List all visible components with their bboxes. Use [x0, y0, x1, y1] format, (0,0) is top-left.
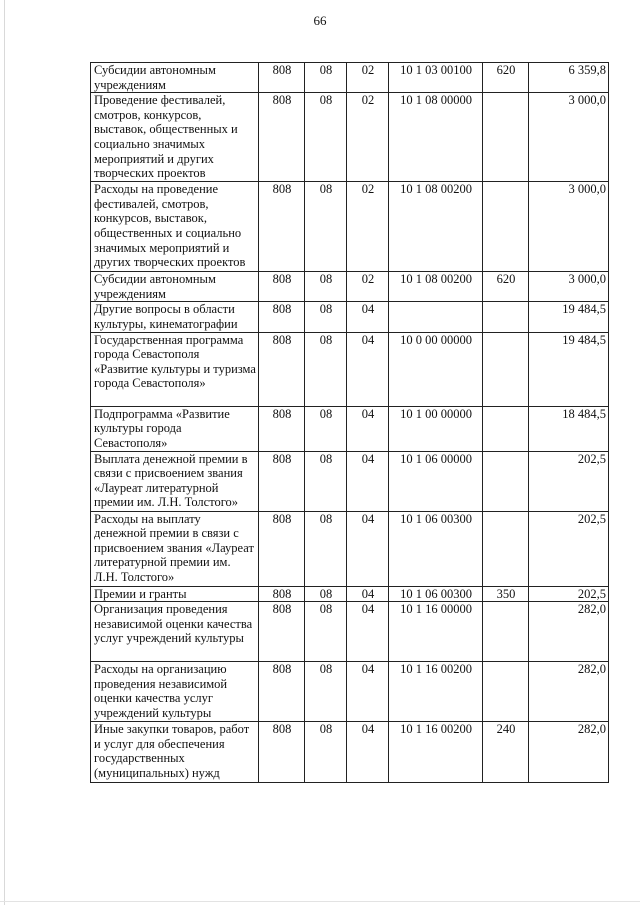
row-amount: 202,5	[529, 451, 609, 511]
row-section: 08	[305, 332, 347, 406]
row-subsection: 04	[347, 722, 389, 783]
row-article: 10 1 06 00300	[389, 511, 483, 586]
row-type	[483, 182, 529, 272]
row-type	[483, 406, 529, 451]
row-subsection: 04	[347, 602, 389, 662]
row-article: 10 1 00 00000	[389, 406, 483, 451]
row-ministry: 808	[259, 662, 305, 722]
table-row	[91, 511, 609, 586]
row-ministry: 808	[259, 332, 305, 406]
row-type	[483, 511, 529, 586]
table-row	[91, 662, 609, 722]
row-subsection: 02	[347, 182, 389, 272]
row-amount: 282,0	[529, 722, 609, 783]
row-amount: 282,0	[529, 602, 609, 662]
row-article: 10 1 16 00000	[389, 602, 483, 662]
row-section: 08	[305, 511, 347, 586]
row-name: Субсидии автономным учреждениям	[91, 63, 259, 93]
row-section: 08	[305, 722, 347, 783]
row-article: 10 1 16 00200	[389, 662, 483, 722]
row-amount: 3 000,0	[529, 272, 609, 302]
row-ministry: 808	[259, 406, 305, 451]
table-row	[91, 586, 609, 602]
row-article: 10 1 08 00000	[389, 93, 483, 182]
row-section: 08	[305, 272, 347, 302]
budget-table	[90, 62, 609, 783]
row-subsection: 04	[347, 586, 389, 602]
row-type: 240	[483, 722, 529, 783]
row-section: 08	[305, 93, 347, 182]
row-section: 08	[305, 406, 347, 451]
row-name: Расходы на проведение фестивалей, смотров, конкурсов, выставок, общественных и социально значимых мероприятий и других творческих проектов	[91, 182, 259, 272]
scan-edge-bottom	[0, 901, 640, 902]
row-name: Проведение фестивалей, смотров, конкурсов, выставок, общественных и социально значимых мероприятий и других творческих проектов	[91, 93, 259, 182]
table-row	[91, 182, 609, 272]
table-row	[91, 602, 609, 662]
row-ministry: 808	[259, 63, 305, 93]
row-article	[389, 302, 483, 332]
row-section: 08	[305, 662, 347, 722]
row-amount: 3 000,0	[529, 93, 609, 182]
row-section: 08	[305, 63, 347, 93]
row-type	[483, 451, 529, 511]
row-article: 10 1 16 00200	[389, 722, 483, 783]
table-row	[91, 93, 609, 182]
row-section: 08	[305, 302, 347, 332]
row-amount: 6 359,8	[529, 63, 609, 93]
table-row	[91, 722, 609, 783]
table-row	[91, 272, 609, 302]
row-type	[483, 93, 529, 182]
row-name: Другие вопросы в области культуры, кинематографии	[91, 302, 259, 332]
row-subsection: 04	[347, 511, 389, 586]
table-row	[91, 406, 609, 451]
row-type: 620	[483, 63, 529, 93]
row-subsection: 04	[347, 662, 389, 722]
row-article: 10 0 00 00000	[389, 332, 483, 406]
row-type: 620	[483, 272, 529, 302]
row-amount: 19 484,5	[529, 302, 609, 332]
row-ministry: 808	[259, 602, 305, 662]
row-name: Расходы на организацию проведения независимой оценки качества услуг учреждений культуры	[91, 662, 259, 722]
scan-edge-left	[4, 0, 5, 905]
row-article: 10 1 08 00200	[389, 182, 483, 272]
row-article: 10 1 08 00200	[389, 272, 483, 302]
row-subsection: 04	[347, 332, 389, 406]
row-amount: 282,0	[529, 662, 609, 722]
row-article: 10 1 06 00000	[389, 451, 483, 511]
row-ministry: 808	[259, 451, 305, 511]
row-article: 10 1 03 00100	[389, 63, 483, 93]
row-name: Государственная программа города Севастополя «Развитие культуры и туризма города Севастополя»	[91, 332, 259, 406]
row-name: Подпрограмма «Развитие культуры города Севастополя»	[91, 406, 259, 451]
row-ministry: 808	[259, 722, 305, 783]
row-amount: 18 484,5	[529, 406, 609, 451]
row-type	[483, 332, 529, 406]
row-ministry: 808	[259, 511, 305, 586]
row-type	[483, 302, 529, 332]
row-name: Выплата денежной премии в связи с присвоением звания «Лауреат литературной премии им. Л.Н. Толстого»	[91, 451, 259, 511]
row-amount: 202,5	[529, 511, 609, 586]
row-name: Иные закупки товаров, работ и услуг для обеспечения государственных (муниципальных) нужд	[91, 722, 259, 783]
row-name: Субсидии автономным учреждениям	[91, 272, 259, 302]
row-name: Организация проведения независимой оценки качества услуг учреждений культуры	[91, 602, 259, 662]
row-section: 08	[305, 586, 347, 602]
row-section: 08	[305, 602, 347, 662]
row-ministry: 808	[259, 272, 305, 302]
row-subsection: 04	[347, 302, 389, 332]
row-name: Расходы на выплату денежной премии в связи с присвоением звания «Лауреат литературной премии им. Л.Н. Толстого»	[91, 511, 259, 586]
row-type: 350	[483, 586, 529, 602]
row-section: 08	[305, 451, 347, 511]
row-amount: 19 484,5	[529, 332, 609, 406]
row-section: 08	[305, 182, 347, 272]
row-article: 10 1 06 00300	[389, 586, 483, 602]
row-subsection: 02	[347, 272, 389, 302]
row-type	[483, 662, 529, 722]
table-row	[91, 332, 609, 406]
row-subsection: 02	[347, 63, 389, 93]
row-name: Премии и гранты	[91, 586, 259, 602]
row-subsection: 04	[347, 451, 389, 511]
row-type	[483, 602, 529, 662]
row-ministry: 808	[259, 586, 305, 602]
row-ministry: 808	[259, 93, 305, 182]
row-amount: 3 000,0	[529, 182, 609, 272]
row-subsection: 02	[347, 93, 389, 182]
row-subsection: 04	[347, 406, 389, 451]
table-row	[91, 63, 609, 93]
row-amount: 202,5	[529, 586, 609, 602]
table-row	[91, 302, 609, 332]
page-number: 66	[313, 13, 327, 28]
row-ministry: 808	[259, 302, 305, 332]
table-row	[91, 451, 609, 511]
row-ministry: 808	[259, 182, 305, 272]
